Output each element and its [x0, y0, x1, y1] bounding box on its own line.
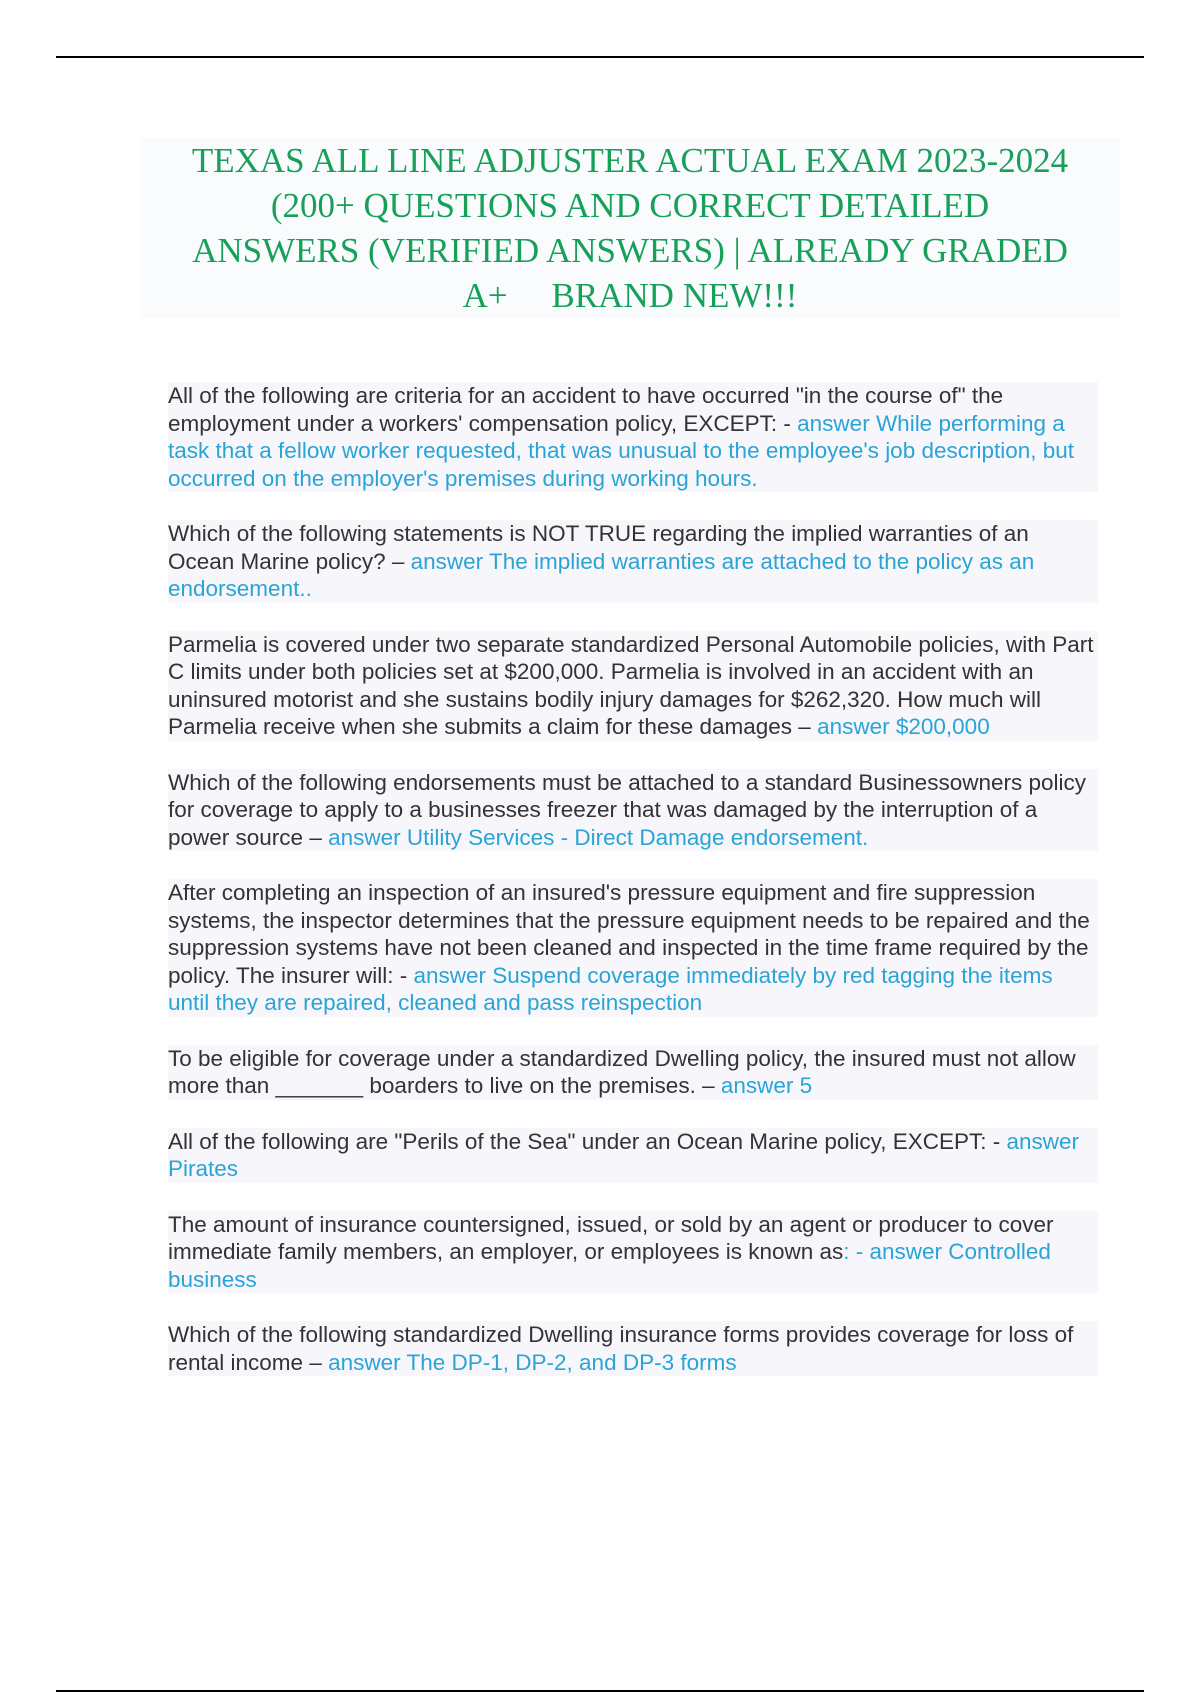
- separator: –: [385, 548, 411, 574]
- qa-item: [168, 1128, 1098, 1183]
- separator: –: [792, 714, 818, 739]
- question-answer-list: [168, 382, 1098, 1404]
- title-line-1: TEXAS ALL LINE ADJUSTER ACTUAL EXAM 2023-2024: [191, 141, 1069, 180]
- separator: -: [777, 410, 798, 436]
- qa-item: [168, 1045, 1098, 1100]
- qa-item: [168, 879, 1098, 1017]
- title-line-3: ANSWERS (VERIFIED ANSWERS) | ALREADY GRADED: [192, 231, 1068, 270]
- qa-item: [168, 1321, 1098, 1376]
- question-text: Which of the following endorsements must be attached to a standard Businessowners policy for coverage to apply to a businesses freezer that was damaged by the interruption of a power source: [168, 769, 1086, 850]
- qa-item: [168, 520, 1098, 603]
- title-line-2: (200+ QUESTIONS AND CORRECT DETAILED: [270, 186, 990, 225]
- answer-text: answer While performing a task that a fellow worker requested, that was unusual to the employee's job description, but occurred on the employer's premises during working hours.: [168, 410, 1075, 491]
- answer-text: answer $200,000: [817, 714, 990, 739]
- qa-item: [168, 769, 1098, 852]
- answer-text: answer Suspend coverage immediately by red tagging the items until they are repaired, cleaned and pass reinspection: [168, 962, 1053, 1015]
- qa-item: [168, 631, 1098, 741]
- answer-text: answer Controlled business: [168, 1239, 1051, 1292]
- title-line-4: A+ BRAND NEW!!!: [462, 276, 798, 315]
- separator: -: [393, 962, 414, 988]
- answer-text: answer The DP-1, DP-2, and DP-3 forms: [328, 1349, 737, 1375]
- question-text: Which of the following statements is NOT TRUE regarding the implied warranties of an Ocean Marine policy?: [168, 521, 1029, 574]
- top-divider: [56, 56, 1144, 58]
- question-text: Which of the following standardized Dwelling insurance forms provides coverage for loss of rental income: [168, 1322, 1074, 1375]
- question-text: To be eligible for coverage under a standardized Dwelling policy, the insured must not allow more than _______ boarders to live on the premises.: [168, 1045, 1076, 1098]
- question-text: All of the following are "Perils of the Sea" under an Ocean Marine policy, EXCEPT:: [168, 1128, 987, 1154]
- separator: –: [303, 1349, 329, 1375]
- question-text: All of the following are criteria for an accident to have occurred "in the course of" the employment under a workers' compensation policy, EXCEPT:: [168, 383, 1004, 436]
- bottom-divider: [56, 1690, 1144, 1692]
- separator: –: [695, 1073, 721, 1098]
- separator: : -: [843, 1239, 870, 1264]
- answer-text: answer Pirates: [168, 1128, 1080, 1181]
- question-text: After completing an inspection of an insured's pressure equipment and fire suppression systems, the inspector determines that the pressure equipment needs to be repaired and the suppression systems have not been cleaned and inspected in the time frame required by the policy. The insurer will:: [168, 880, 1090, 988]
- document-title: [140, 138, 1120, 318]
- separator: -: [986, 1128, 1007, 1154]
- qa-item: [168, 1211, 1098, 1294]
- question-text: Parmelia is covered under two separate standardized Personal Automobile policies, with Part C limits under both policies set at $200,000. Parmelia is involved in an accident with an uninsured motorist and she sustains bodily injury damages for $262,320. How much will Parmelia receive when she submits a claim for these damages: [168, 631, 1094, 739]
- qa-item: [168, 382, 1098, 492]
- answer-text: answer 5: [720, 1073, 813, 1098]
- separator: –: [303, 824, 329, 850]
- answer-text: answer Utility Services - Direct Damage endorsement.: [328, 824, 869, 850]
- question-text: The amount of insurance countersigned, issued, or sold by an agent or producer to cover immediate family members, an employer, or employees is known as: [168, 1211, 1054, 1264]
- answer-text: answer The implied warranties are attached to the policy as an endorsement..: [168, 548, 1035, 601]
